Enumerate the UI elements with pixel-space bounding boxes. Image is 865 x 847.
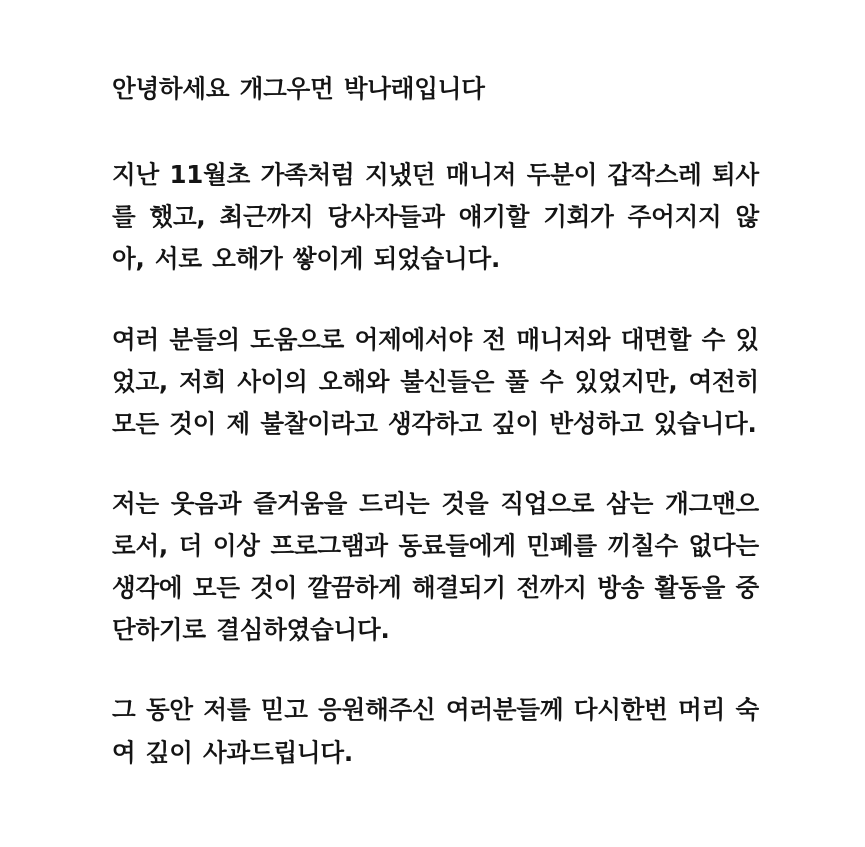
statement-paragraph-3: 저는 웃음과 즐거움을 드리는 것을 직업으로 삼는 개그맨으로서, 더 이상 프로그램과 동료들에게 민폐를 끼칠수 없다는 생각에 모든 것이 깔끔하게 해결되기 전까지 방송 활동을 중단하기로 결심하였습니다. (112, 488, 770, 645)
statement-paragraph-1: 지난 11월초 가족처럼 지냈던 매니저 두분이 갑작스레 퇴사를 했고, 최근까지 당사자들과 얘기할 기회가 주어지지 않아, 서로 오해가 쌓이게 되었습니다. (112, 160, 759, 274)
statement-paragraph-4: 그 동안 저를 믿고 응원해주신 여러분들께 다시한번 머리 숙여 깊이 사과드립니다. (112, 695, 759, 767)
statement-greeting: 안녕하세요 개그우먼 박나래입니다 (112, 74, 485, 103)
statement-paragraph-2: 여러 분들의 도움으로 어제에서야 전 매니저와 대면할 수 있었고, 저희 사이의 오해와 불신들은 풀 수 있었지만, 여전히 모든 것이 제 불찰이라고 생각하고 깊이 반성하고 있습니다. (112, 324, 770, 438)
statement-text-block (112, 68, 770, 774)
